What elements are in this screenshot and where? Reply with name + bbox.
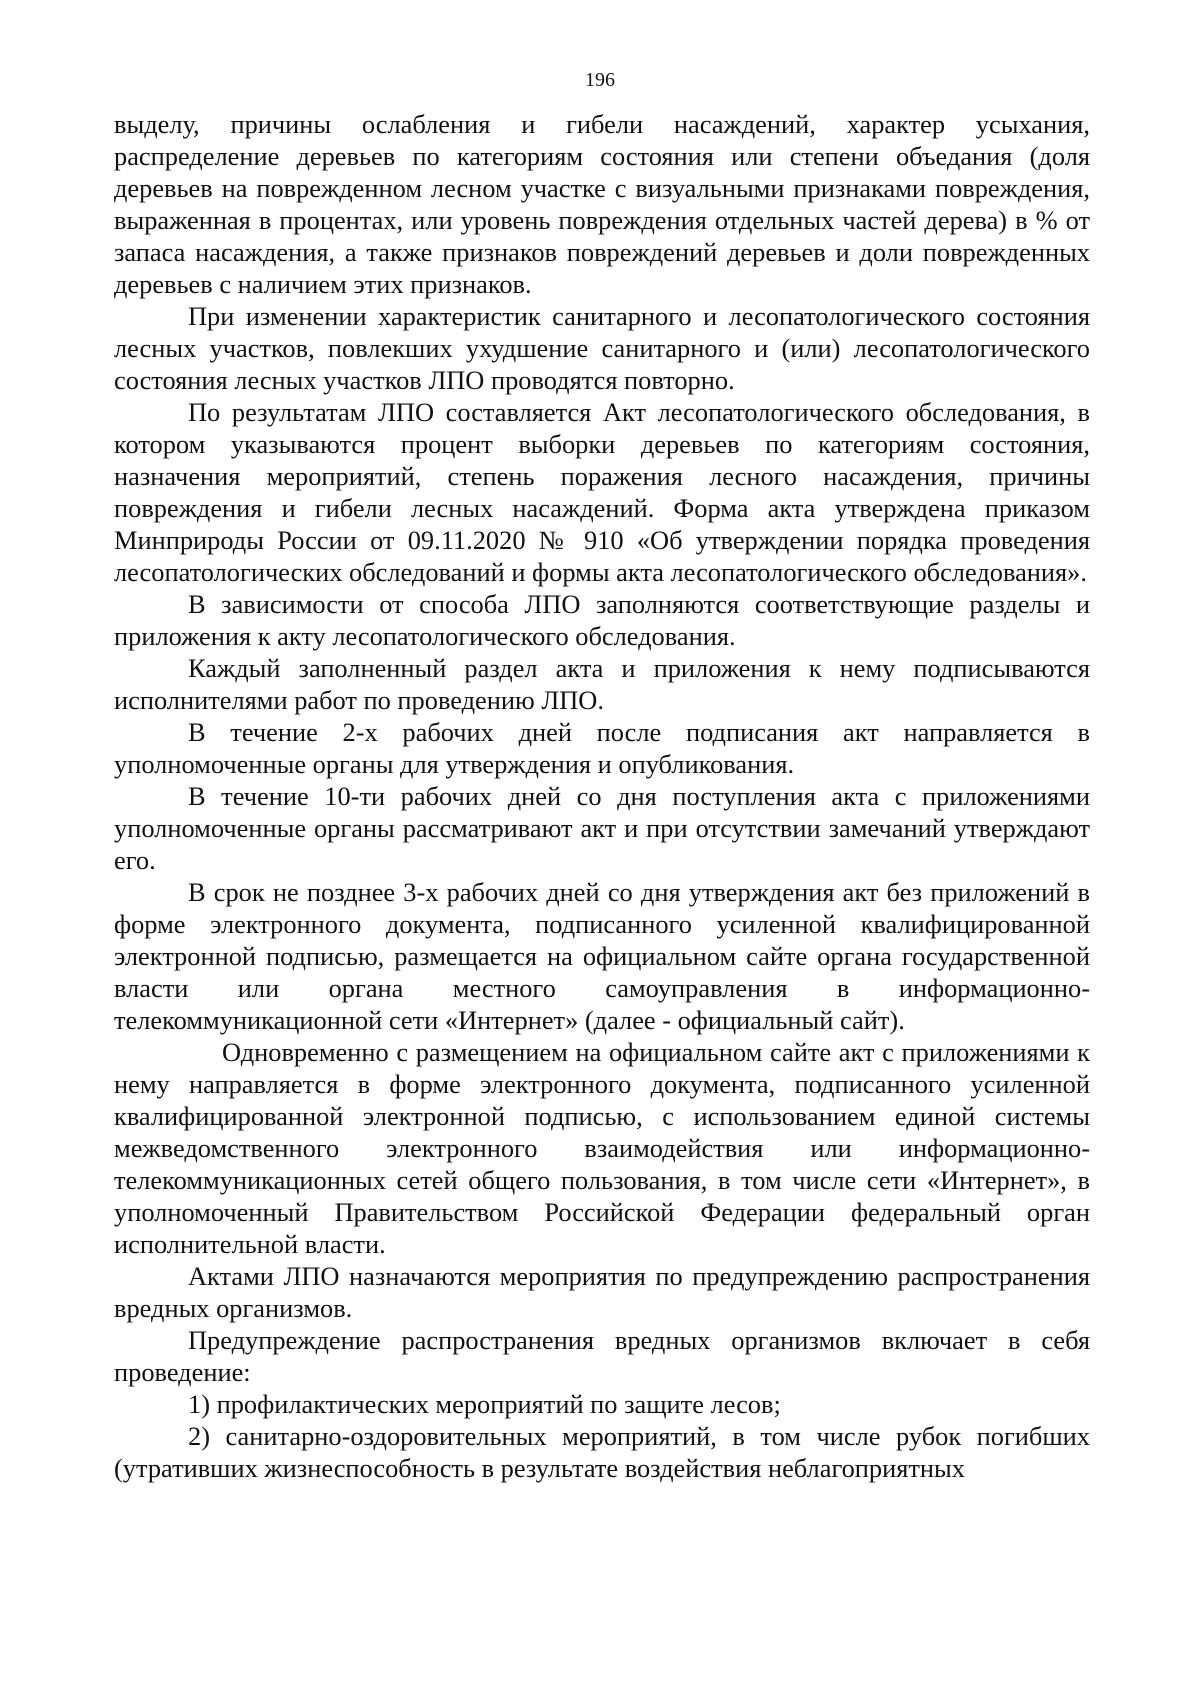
paragraph-act-sections: В зависимости от способа ЛПО заполняются соответствующие разделы и приложения к акту лесопатологического обследования.: [114, 589, 1090, 651]
paragraph-measures: Актами ЛПО назначаются мероприятия по предупреждению распространения вредных организмов.: [114, 1261, 1090, 1323]
paragraph-act-submission: В течение 2-х рабочих дней после подписания акт направляется в уполномоченные органы для утверждения и опубликования.: [114, 717, 1090, 779]
paragraph-continuation: выделу, причины ослабления и гибели насаждений, характер усыхания, распределение деревьев по категориям состояния или степени объедания (доля деревьев на поврежденном лесном участке с визуальными признаками повреждения, выраженная в процентах, или уровень повреждения отдельных частей дерева) в % от запаса насаждения, а также признаков повреждений деревьев и доли поврежденных деревьев с наличием этих признаков.: [114, 109, 1090, 299]
page-number: 196: [585, 69, 615, 91]
list-item-preventive-measures: 1) профилактических мероприятий по защите лесов;: [188, 1389, 781, 1419]
paragraph-act-publication: В срок не позднее 3-х рабочих дней со дня утверждения акт без приложений в форме электронного документа, подписанного усиленной квалифицированной электронной подписью, размещается на официальном сайте органа государственной власти или органа местного самоуправления в информационно-телекоммуникационной сети «Интернет» (далее - официальный сайт).: [114, 877, 1090, 1035]
list-item-sanitary-measures: 2) санитарно-оздоровительных мероприятий, в том числе рубок погибших (утративших жизнеспособность в результате воздействия неблагоприятных: [114, 1421, 1090, 1483]
paragraph-repeat-inspection: При изменении характеристик санитарного и лесопатологического состояния лесных участков, повлекших ухудшение санитарного и (или) лесопатологического состояния лесных участков ЛПО проводятся повторно.: [114, 301, 1090, 395]
paragraph-act-signing: Каждый заполненный раздел акта и приложения к нему подписываются исполнителями работ по проведению ЛПО.: [114, 653, 1090, 715]
paragraph-inspection-act: По результатам ЛПО составляется Акт лесопатологического обследования, в котором указываются процент выборки деревьев по категориям состояния, назначения мероприятий, степень поражения лесного насаждения, причины повреждения и гибели лесных насаждений. Форма акта утверждена приказом Минприроды России от 09.11.2020 № 910 «Об утверждении порядка проведения лесопатологических обследований и формы акта лесопатологического обследования».: [114, 397, 1090, 587]
paragraph-act-approval: В течение 10-ти рабочих дней со дня поступления акта с приложениями уполномоченные органы рассматривают акт и при отсутствии замечаний утверждают его.: [114, 781, 1090, 875]
paragraph-prevention: Предупреждение распространения вредных организмов включает в себя проведение:: [114, 1325, 1090, 1387]
paragraph-act-forwarding: Одновременно с размещением на официальном сайте акт с приложениями к нему направляется в форме электронного документа, подписанного усиленной квалифицированной электронной подписью, с использованием единой системы межведомственного электронного взаимодействия или информационно-телекоммуникационных сетей общего пользования, в том числе сети «Интернет», в уполномоченный Правительством Российской Федерации федеральный орган исполнительной власти.: [114, 1037, 1090, 1259]
document-body: [114, 108, 1090, 1484]
